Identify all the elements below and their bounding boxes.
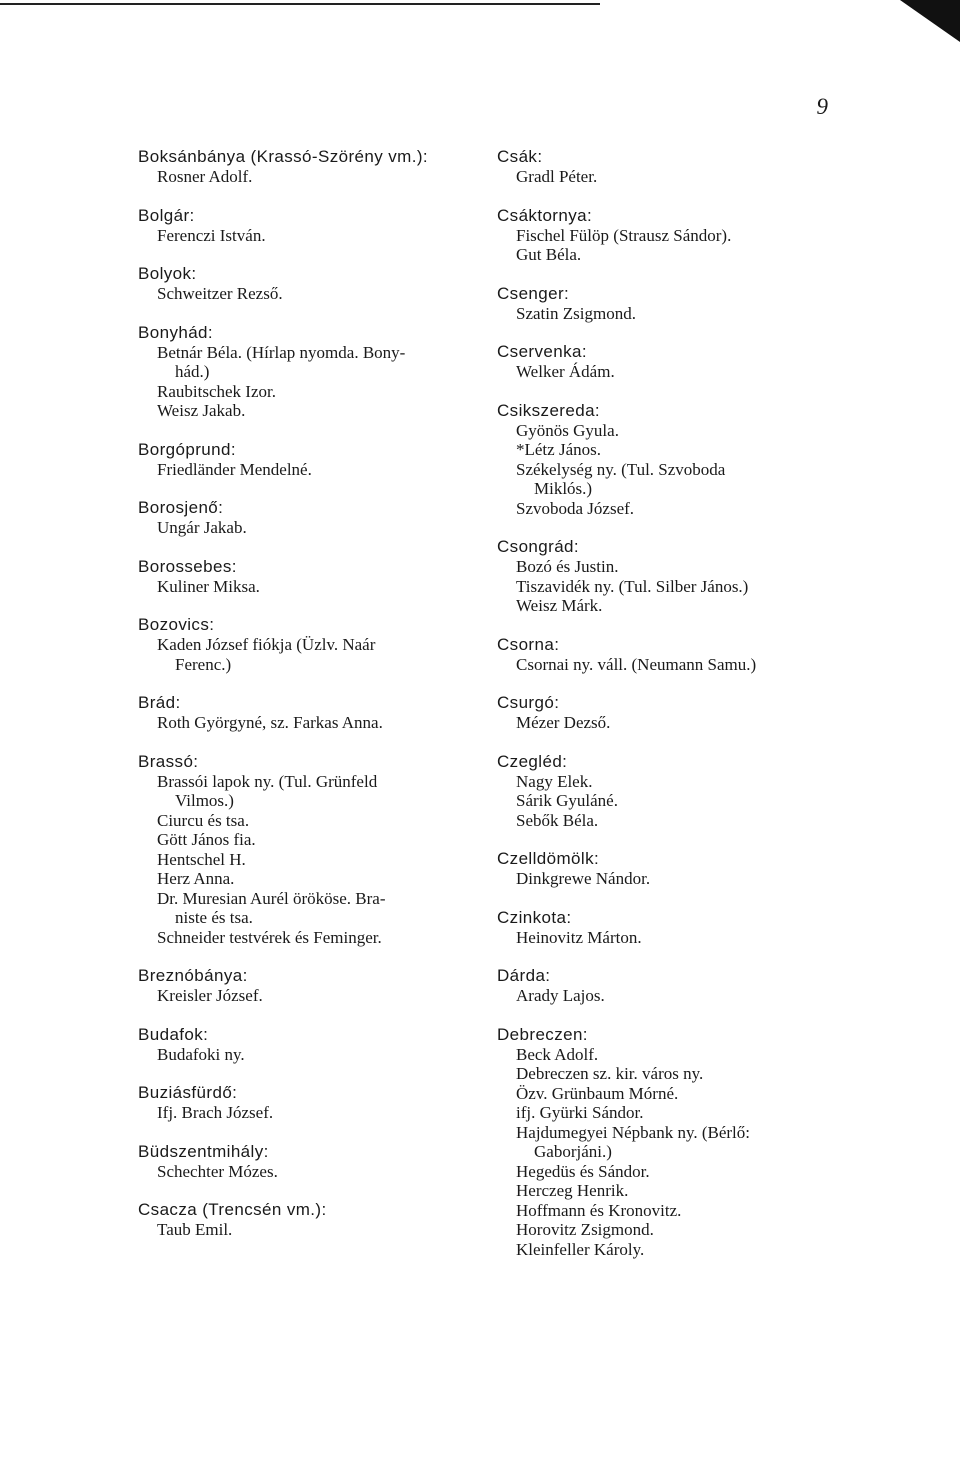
place-name: Cservenka: — [497, 342, 587, 361]
directory-entry — [497, 206, 837, 265]
directory-entry — [497, 401, 837, 519]
entry-line: Taub Emil. — [157, 1220, 233, 1239]
entry-line: Heinovitz Márton. — [516, 927, 642, 947]
directory-entry — [138, 264, 478, 304]
entry-line: Gradl Péter. — [516, 167, 598, 186]
entry-line: Sárik Gyuláné. — [516, 791, 618, 810]
entry-line: Debreczen sz. kir. város ny. — [516, 1064, 704, 1083]
entry-line: Gut Béla. — [516, 245, 582, 264]
entry-line: Kreisler József. — [157, 986, 263, 1005]
directory-entry — [497, 752, 837, 831]
directory-entry — [497, 849, 837, 889]
entry-line: Budafoki ny. — [157, 1044, 245, 1064]
directory-entry — [138, 752, 478, 948]
place-name: Csikszereda: — [497, 400, 601, 420]
entry-line: Szatin Zsigmond. — [516, 303, 636, 323]
entry-line-continuation: Gaborjáni.) — [534, 1142, 612, 1161]
directory-entry — [138, 206, 478, 246]
directory-entry — [497, 342, 837, 382]
place-name: Csacza (Trencsén vm.): — [138, 1200, 327, 1219]
entry-line: Nagy Elek. — [516, 771, 593, 791]
entry-line-continuation: Vilmos.) — [175, 791, 234, 810]
entry-line: Hoffmann és Kronovitz. — [516, 1200, 682, 1220]
corner-mark — [900, 0, 960, 42]
entry-line: Schneider testvérek és Feminger. — [157, 927, 382, 947]
entry-line: Székelység ny. (Tul. Szvoboda — [516, 459, 726, 479]
right-column — [497, 147, 837, 1278]
entry-line: Bozó és Justin. — [516, 557, 619, 576]
place-name: Csongrád: — [497, 537, 580, 556]
entry-line: Weisz Márk. — [516, 596, 603, 615]
entry-line: Ifj. Brach József. — [157, 1103, 274, 1122]
place-name: Brassó: — [138, 751, 199, 771]
entry-line-continuation: Miklós.) — [534, 479, 593, 498]
place-name: Debreczen: — [497, 1024, 588, 1044]
directory-entry — [497, 537, 837, 616]
place-name: Borgóprund: — [138, 439, 236, 459]
directory-entry — [497, 693, 837, 733]
directory-entry — [497, 908, 837, 948]
entry-line: Tiszavidék ny. (Tul. Silber János.) — [516, 576, 749, 596]
entry-line: Dinkgrewe Nándor. — [516, 869, 651, 888]
directory-entry — [138, 1083, 478, 1123]
entry-line: Raubitschek Izor. — [157, 381, 276, 401]
entry-line: Beck Adolf. — [516, 1044, 599, 1064]
directory-entry — [138, 557, 478, 597]
entry-line: Kaden József fiókja (Üzlv. Naár — [157, 635, 376, 654]
entry-line: Rosner Adolf. — [157, 167, 253, 186]
entry-line: Ferenczi István. — [157, 225, 266, 245]
entry-line: *Létz János. — [516, 440, 601, 459]
top-rule — [0, 3, 600, 5]
directory-entry — [138, 147, 478, 187]
directory-entry — [138, 966, 478, 1006]
entry-line: Welker Ádám. — [516, 362, 615, 381]
entry-line: Weisz Jakab. — [157, 401, 246, 420]
entry-line: Roth Györgyné, sz. Farkas Anna. — [157, 713, 383, 732]
entry-line: Herz Anna. — [157, 869, 235, 888]
directory-entry — [138, 693, 478, 733]
entry-line: Schweitzer Rezső. — [157, 284, 283, 303]
entry-line-continuation: Ferenc.) — [175, 654, 232, 674]
directory-entry — [138, 440, 478, 480]
place-name: Bozovics: — [138, 615, 215, 634]
entry-line: Csornai ny. váll. (Neumann Samu.) — [516, 654, 757, 674]
place-name: Czinkota: — [497, 907, 572, 927]
directory-entry — [138, 1200, 478, 1240]
entry-line: Arady Lajos. — [516, 986, 605, 1005]
directory-entry — [138, 323, 478, 421]
directory-entry — [497, 147, 837, 187]
left-column — [138, 147, 478, 1259]
place-name: Csáktornya: — [497, 205, 593, 225]
entry-line: Horovitz Zsigmond. — [516, 1220, 654, 1239]
directory-entry — [138, 498, 478, 538]
directory-entry — [138, 1142, 478, 1182]
directory-entry — [497, 966, 837, 1006]
entry-line: Ciurcu és tsa. — [157, 810, 250, 830]
page-number: 9 — [816, 94, 828, 119]
entry-line: ifj. Gyürki Sándor. — [516, 1103, 644, 1122]
entry-line: Schechter Mózes. — [157, 1161, 278, 1181]
entry-line: Friedländer Mendelné. — [157, 459, 312, 479]
entry-line: Brassói lapok ny. (Tul. Grünfeld — [157, 771, 378, 791]
directory-entry — [497, 1025, 837, 1260]
entry-line: Szvoboda József. — [516, 498, 635, 518]
directory-entry — [138, 1025, 478, 1065]
place-name: Boksánbánya (Krassó-Szörény vm.): — [138, 147, 429, 166]
place-name: Bolyok: — [138, 264, 197, 283]
entry-line: Kuliner Miksa. — [157, 576, 260, 596]
entry-line: Ungár Jakab. — [157, 518, 247, 537]
directory-entry — [497, 635, 837, 675]
entry-line: Mézer Dezső. — [516, 713, 611, 732]
directory-entry — [138, 615, 478, 674]
entry-line: Gött János fia. — [157, 830, 256, 849]
place-name: Borossebes: — [138, 556, 237, 576]
place-name: Brád: — [138, 693, 181, 712]
entry-line: Hentschel H. — [157, 849, 246, 869]
entry-line: Betnár Béla. (Hírlap nyomda. Bony- — [157, 342, 406, 362]
entry-line: Kleinfeller Károly. — [516, 1239, 645, 1259]
place-name: Czegléd: — [497, 751, 568, 771]
entry-line: Sebők Béla. — [516, 810, 599, 830]
place-name: Budafok: — [138, 1024, 209, 1044]
place-name: Csurgó: — [497, 693, 560, 712]
entry-line: Fischel Fülöp (Strausz Sándor). — [516, 225, 732, 245]
place-name: Bonyhád: — [138, 322, 214, 342]
entry-line-continuation: hád.) — [175, 362, 210, 381]
entry-line-continuation: niste és tsa. — [175, 908, 253, 927]
entry-line: Gyönös Gyula. — [516, 420, 619, 440]
entry-line: Özv. Grünbaum Mórné. — [516, 1083, 679, 1103]
place-name: Csorna: — [497, 634, 560, 654]
directory-entry — [497, 284, 837, 324]
place-name: Buziásfürdő: — [138, 1083, 238, 1102]
place-name: Borosjenő: — [138, 498, 224, 517]
entry-line: Dr. Muresian Aurél örököse. Bra- — [157, 888, 386, 908]
entry-line: Herczeg Henrik. — [516, 1181, 629, 1200]
entry-line: Hegedüs és Sándor. — [516, 1161, 650, 1181]
place-name: Breznóbánya: — [138, 966, 248, 985]
place-name: Csák: — [497, 147, 543, 166]
place-name: Csenger: — [497, 283, 570, 303]
place-name: Büdszentmihály: — [138, 1141, 269, 1161]
place-name: Dárda: — [497, 966, 551, 985]
place-name: Czelldömölk: — [497, 849, 600, 868]
place-name: Bolgár: — [138, 205, 195, 225]
entry-line: Hajdumegyei Népbank ny. (Bérlő: — [516, 1122, 750, 1142]
